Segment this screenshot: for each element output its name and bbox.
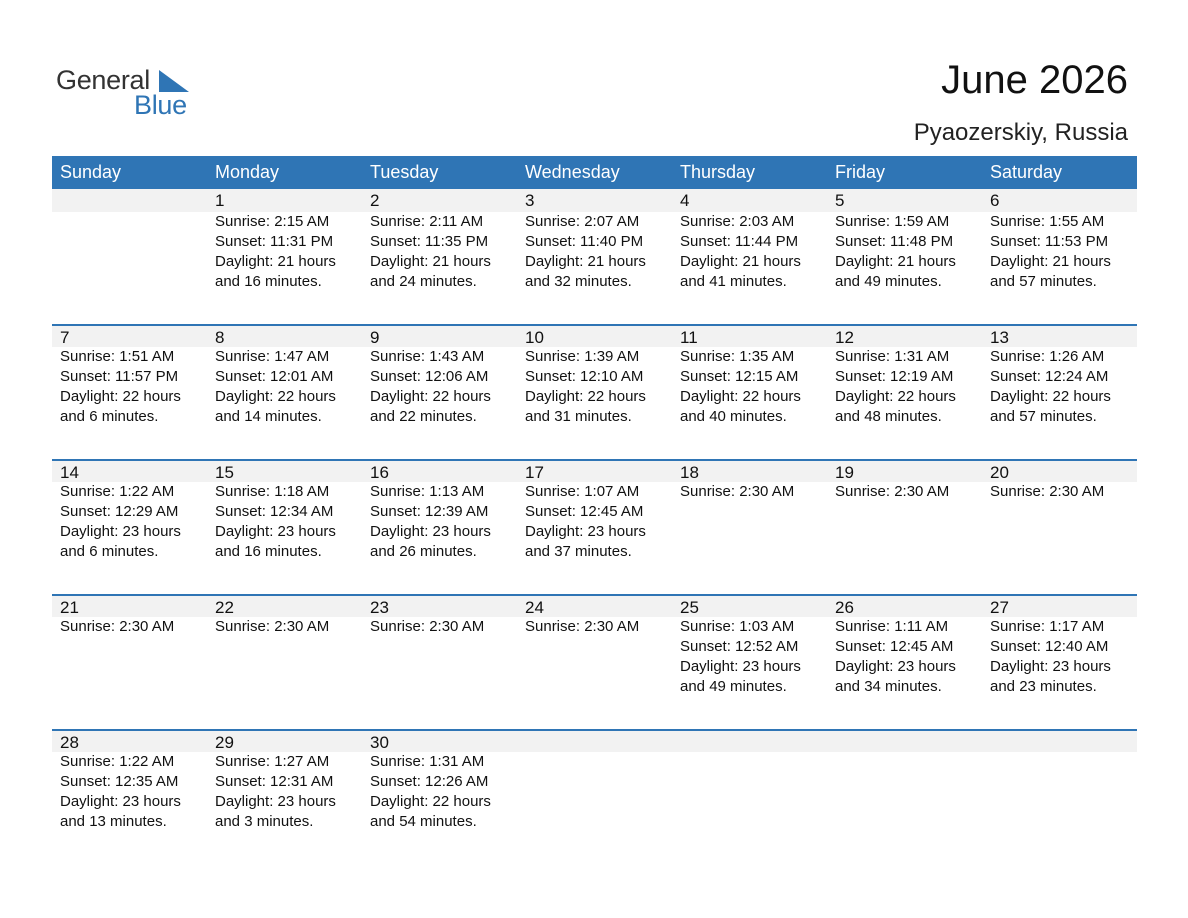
day-number: 27 (990, 598, 1009, 617)
sunrise-text: Sunrise: 1:13 AM (370, 483, 485, 500)
day-cell (52, 324, 207, 427)
day-number: 11 (680, 328, 698, 347)
day-number: 23 (370, 598, 389, 617)
sunrise-text: Sunrise: 1:43 AM (370, 348, 485, 365)
day-cell (52, 459, 207, 562)
day-number: 22 (215, 598, 234, 617)
daylight-text: Daylight: 23 hours (370, 523, 491, 540)
logo (56, 64, 206, 120)
day-info (835, 617, 982, 697)
day-info (835, 347, 982, 427)
sunset-text: Sunset: 12:01 AM (215, 368, 334, 385)
sunset-text: Sunset: 11:31 PM (215, 233, 334, 250)
sunrise-text: Sunrise: 1:03 AM (680, 618, 795, 635)
day-info (525, 617, 672, 637)
empty-day-cell (517, 729, 672, 832)
day-info (215, 617, 362, 637)
day-cell (672, 459, 827, 562)
weekday-sunday: Sunday (60, 162, 122, 182)
sunrise-text: Sunrise: 2:15 AM (215, 213, 330, 230)
day-number: 17 (525, 463, 544, 482)
calendar-grid (52, 156, 1137, 864)
day-info (835, 212, 982, 292)
weekday-friday: Friday (835, 162, 886, 182)
day-info (370, 482, 517, 562)
day-info (370, 752, 517, 832)
week-row (52, 324, 1137, 459)
daylight-text: Daylight: 23 hours (835, 658, 956, 675)
sunset-text: Sunset: 12:34 AM (215, 503, 334, 520)
daylight-minutes-text: and 6 minutes. (60, 543, 159, 560)
sunset-text: Sunset: 11:57 PM (60, 368, 179, 385)
sunset-text: Sunset: 12:10 AM (525, 368, 644, 385)
daylight-minutes-text: and 34 minutes. (835, 678, 942, 695)
sunrise-text: Sunrise: 1:35 AM (680, 348, 795, 365)
day-cell (207, 459, 362, 562)
daylight-text: Daylight: 21 hours (215, 253, 336, 270)
sunset-text: Sunset: 11:40 PM (525, 233, 644, 250)
daylight-minutes-text: and 16 minutes. (215, 543, 322, 560)
daylight-minutes-text: and 31 minutes. (525, 408, 632, 425)
day-number: 6 (990, 191, 1000, 210)
daylight-text: Daylight: 23 hours (525, 523, 646, 540)
day-cell (517, 189, 672, 292)
daylight-minutes-text: and 57 minutes. (990, 273, 1097, 290)
sunset-text: Sunset: 12:45 AM (525, 503, 644, 520)
day-cell (827, 594, 982, 697)
sunrise-text: Sunrise: 1:11 AM (835, 618, 949, 635)
day-cell (672, 594, 827, 697)
sunrise-text: Sunrise: 2:11 AM (370, 213, 484, 230)
sunrise-text: Sunrise: 1:31 AM (370, 753, 485, 770)
sunrise-text: Sunrise: 2:30 AM (60, 618, 175, 635)
sunrise-text: Sunrise: 2:03 AM (680, 213, 795, 230)
week-row (52, 459, 1137, 594)
day-info (525, 347, 672, 427)
day-number: 20 (990, 463, 1009, 482)
day-number: 19 (835, 463, 854, 482)
day-cell (827, 189, 982, 292)
day-info (990, 617, 1137, 697)
sunset-text: Sunset: 12:39 AM (370, 503, 489, 520)
daylight-minutes-text: and 41 minutes. (680, 273, 787, 290)
daylight-minutes-text: and 22 minutes. (370, 408, 477, 425)
sunrise-text: Sunrise: 1:59 AM (835, 213, 950, 230)
sunset-text: Sunset: 12:52 AM (680, 638, 799, 655)
day-number: 8 (215, 328, 225, 347)
day-number: 13 (990, 328, 1009, 347)
day-cell (362, 594, 517, 697)
daylight-text: Daylight: 22 hours (370, 793, 491, 810)
empty-day-cell (827, 729, 982, 832)
sunset-text: Sunset: 12:15 AM (680, 368, 799, 385)
day-cell (982, 459, 1137, 562)
sunset-text: Sunset: 11:35 PM (370, 233, 489, 250)
day-info (60, 347, 207, 427)
calendar-title: June 2026 (941, 58, 1128, 102)
daylight-text: Daylight: 22 hours (990, 388, 1111, 405)
day-cell (362, 189, 517, 292)
sunrise-text: Sunrise: 2:30 AM (215, 618, 330, 635)
daylight-minutes-text: and 37 minutes. (525, 543, 632, 560)
day-info (60, 752, 207, 832)
day-number: 2 (370, 191, 380, 210)
sunset-text: Sunset: 12:06 AM (370, 368, 489, 385)
sunrise-text: Sunrise: 1:51 AM (60, 348, 175, 365)
day-number: 15 (215, 463, 234, 482)
day-cell (517, 324, 672, 427)
day-info (370, 617, 517, 637)
week-row (52, 729, 1137, 864)
day-cell (207, 324, 362, 427)
day-info (60, 617, 207, 637)
day-info (835, 482, 982, 502)
day-number: 28 (60, 733, 79, 752)
daylight-minutes-text: and 14 minutes. (215, 408, 322, 425)
day-number: 21 (60, 598, 79, 617)
daylight-minutes-text: and 26 minutes. (370, 543, 477, 560)
weekday-thursday: Thursday (680, 162, 756, 182)
sunrise-text: Sunrise: 1:26 AM (990, 348, 1105, 365)
day-cell (362, 459, 517, 562)
sunset-text: Sunset: 11:44 PM (680, 233, 799, 250)
daylight-text: Daylight: 22 hours (215, 388, 336, 405)
sunrise-text: Sunrise: 1:55 AM (990, 213, 1105, 230)
daylight-text: Daylight: 23 hours (990, 658, 1111, 675)
sunrise-text: Sunrise: 1:47 AM (215, 348, 330, 365)
weekday-tuesday: Tuesday (370, 162, 439, 182)
day-cell (207, 729, 362, 832)
daylight-text: Daylight: 23 hours (215, 793, 336, 810)
daylight-text: Daylight: 23 hours (60, 523, 181, 540)
sunrise-text: Sunrise: 2:07 AM (525, 213, 640, 230)
sunrise-text: Sunrise: 2:30 AM (835, 483, 950, 500)
week-row (52, 189, 1137, 324)
day-cell (52, 594, 207, 697)
sunset-text: Sunset: 12:35 AM (60, 773, 179, 790)
daylight-minutes-text: and 13 minutes. (60, 813, 167, 830)
sunrise-text: Sunrise: 1:39 AM (525, 348, 640, 365)
day-number: 14 (60, 463, 79, 482)
day-info (680, 617, 827, 697)
daylight-text: Daylight: 21 hours (835, 253, 956, 270)
daylight-text: Daylight: 22 hours (60, 388, 181, 405)
sunset-text: Sunset: 12:45 AM (835, 638, 954, 655)
weekday-wednesday: Wednesday (525, 162, 620, 182)
day-cell (517, 594, 672, 697)
calendar-location: Pyaozerskiy, Russia (913, 119, 1128, 146)
day-info (990, 212, 1137, 292)
day-info (215, 482, 362, 562)
logo-triangle-icon (159, 70, 189, 92)
sunset-text: Sunset: 12:31 AM (215, 773, 334, 790)
day-number: 25 (680, 598, 699, 617)
sunset-text: Sunset: 12:24 AM (990, 368, 1109, 385)
day-cell (672, 189, 827, 292)
day-number: 3 (525, 191, 535, 210)
sunrise-text: Sunrise: 1:17 AM (990, 618, 1105, 635)
daylight-text: Daylight: 21 hours (680, 253, 801, 270)
sunset-text: Sunset: 12:26 AM (370, 773, 489, 790)
daylight-text: Daylight: 21 hours (370, 253, 491, 270)
daylight-minutes-text: and 16 minutes. (215, 273, 322, 290)
weekday-header (52, 156, 1137, 189)
day-cell (827, 324, 982, 427)
daylight-minutes-text: and 6 minutes. (60, 408, 159, 425)
sunrise-text: Sunrise: 1:31 AM (835, 348, 950, 365)
day-cell (207, 594, 362, 697)
sunrise-text: Sunrise: 2:30 AM (370, 618, 485, 635)
sunset-text: Sunset: 12:19 AM (835, 368, 954, 385)
sunset-text: Sunset: 11:48 PM (835, 233, 954, 250)
day-number: 26 (835, 598, 854, 617)
day-cell (982, 189, 1137, 292)
day-info (680, 347, 827, 427)
day-info (215, 752, 362, 832)
sunrise-text: Sunrise: 2:30 AM (525, 618, 640, 635)
sunrise-text: Sunrise: 1:22 AM (60, 753, 175, 770)
daylight-text: Daylight: 23 hours (680, 658, 801, 675)
day-number: 4 (680, 191, 690, 210)
daylight-text: Daylight: 22 hours (835, 388, 956, 405)
daylight-text: Daylight: 22 hours (370, 388, 491, 405)
sunset-text: Sunset: 12:40 AM (990, 638, 1109, 655)
day-cell (362, 729, 517, 832)
day-number: 12 (835, 328, 854, 347)
daylight-minutes-text: and 3 minutes. (215, 813, 314, 830)
daylight-minutes-text: and 23 minutes. (990, 678, 1097, 695)
day-cell (827, 459, 982, 562)
day-cell (362, 324, 517, 427)
daylight-minutes-text: and 32 minutes. (525, 273, 632, 290)
daylight-text: Daylight: 22 hours (525, 388, 646, 405)
logo-text-general: General (56, 65, 150, 95)
sunrise-text: Sunrise: 1:07 AM (525, 483, 640, 500)
day-number: 7 (60, 328, 70, 347)
day-info (525, 482, 672, 562)
day-cell (517, 459, 672, 562)
day-info (370, 347, 517, 427)
week-row (52, 594, 1137, 729)
day-info (370, 212, 517, 292)
day-cell (672, 324, 827, 427)
sunrise-text: Sunrise: 1:18 AM (215, 483, 330, 500)
empty-day-cell (672, 729, 827, 832)
daylight-text: Daylight: 23 hours (60, 793, 181, 810)
day-info (680, 482, 827, 502)
empty-day-cell (52, 189, 207, 292)
day-number: 10 (525, 328, 544, 347)
daylight-text: Daylight: 22 hours (680, 388, 801, 405)
day-cell (982, 594, 1137, 697)
sunrise-text: Sunrise: 2:30 AM (680, 483, 795, 500)
day-number: 1 (215, 191, 225, 210)
daylight-minutes-text: and 57 minutes. (990, 408, 1097, 425)
day-number: 16 (370, 463, 389, 482)
daylight-minutes-text: and 24 minutes. (370, 273, 477, 290)
empty-day-cell (982, 729, 1137, 832)
day-info (215, 212, 362, 292)
sunrise-text: Sunrise: 1:27 AM (215, 753, 330, 770)
logo-text-blue: Blue (134, 90, 187, 120)
day-number: 18 (680, 463, 699, 482)
daylight-minutes-text: and 48 minutes. (835, 408, 942, 425)
day-number: 9 (370, 328, 380, 347)
daylight-minutes-text: and 49 minutes. (680, 678, 787, 695)
day-number: 24 (525, 598, 544, 617)
weeks-container (52, 189, 1137, 864)
sunrise-text: Sunrise: 2:30 AM (990, 483, 1105, 500)
day-cell (52, 729, 207, 832)
daylight-text: Daylight: 21 hours (990, 253, 1111, 270)
daylight-text: Daylight: 23 hours (215, 523, 336, 540)
day-info (525, 212, 672, 292)
day-info (990, 347, 1137, 427)
sunset-text: Sunset: 11:53 PM (990, 233, 1109, 250)
daylight-text: Daylight: 21 hours (525, 253, 646, 270)
sunset-text: Sunset: 12:29 AM (60, 503, 179, 520)
sunrise-text: Sunrise: 1:22 AM (60, 483, 175, 500)
day-info (215, 347, 362, 427)
day-info (680, 212, 827, 292)
day-cell (207, 189, 362, 292)
weekday-monday: Monday (215, 162, 280, 182)
daylight-minutes-text: and 49 minutes. (835, 273, 942, 290)
day-number: 29 (215, 733, 234, 752)
day-number: 5 (835, 191, 845, 210)
day-cell (982, 324, 1137, 427)
weekday-saturday: Saturday (990, 162, 1063, 182)
day-number: 30 (370, 733, 389, 752)
daylight-minutes-text: and 40 minutes. (680, 408, 787, 425)
day-info (60, 482, 207, 562)
day-info (990, 482, 1137, 502)
daylight-minutes-text: and 54 minutes. (370, 813, 477, 830)
